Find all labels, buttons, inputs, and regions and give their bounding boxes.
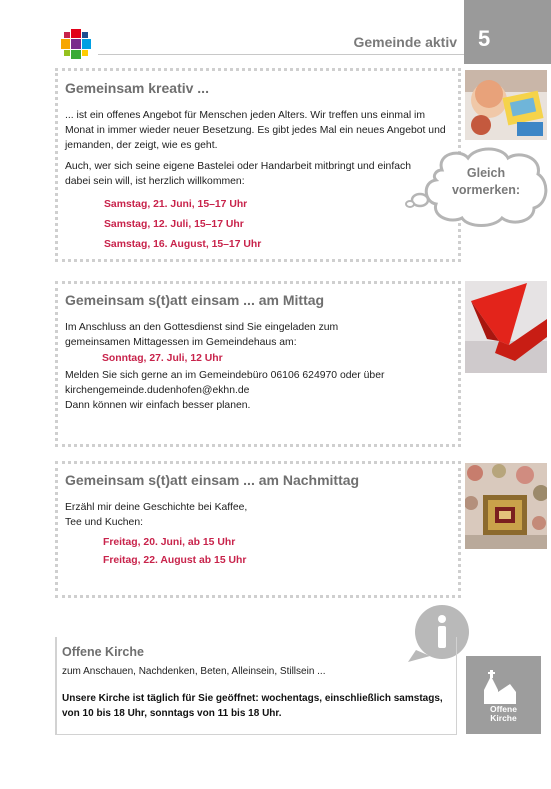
- page-number: 5: [478, 26, 491, 51]
- kreativ-date: Samstag, 21. Juni, 15–17 Uhr: [104, 199, 248, 210]
- nachmittag-intro-line-2: Tee und Kuchen:: [65, 517, 143, 528]
- kreativ-box: [55, 68, 461, 262]
- mittag-box: [55, 281, 461, 447]
- offene-kirche-subtitle: zum Anschauen, Nachdenken, Beten, Alleinsein, Stillsein ...: [62, 666, 326, 677]
- nachmittag-date: Freitag, 20. Juni, ab 15 Uhr: [103, 537, 236, 548]
- church-logo-icon: [60, 28, 92, 60]
- thought-line-1: Gleich: [466, 166, 506, 180]
- offene-kirche-tile: [466, 656, 541, 734]
- kreativ-paragraph-1: ... ist ein offenes Angebot für Menschen jeden Alters. Wir treffen uns einmal im Monat in immer wieder neuer Besetzung. Es gibt jedes Mal ein neues Angebot und jemanden, der zeigt, wie es geht.: [65, 110, 446, 151]
- paper-boat-photo: [465, 281, 547, 373]
- mittag-closing: Dann können wir einfach besser planen.: [65, 400, 251, 411]
- nachmittag-intro-line-1: Erzähl mir deine Geschichte bei Kaffee,: [65, 502, 248, 513]
- nachmittag-title: Gemeinsam s(t)att einsam ... am Nachmittag: [65, 472, 360, 488]
- section-title: Gemeinde aktiv: [353, 34, 457, 50]
- nachmittag-box: [55, 461, 461, 598]
- kreativ-date: Samstag, 16. August, 15–17 Uhr: [104, 239, 262, 250]
- kreativ-paragraph-2: Auch, wer sich seine eigene Bastelei oder Handarbeit mitbringt und einfach dabei sein will, ist herzlich willkommen:: [65, 161, 411, 187]
- offene-kirche-tile-label: [466, 705, 541, 723]
- thought-line-2: vormerken:: [451, 183, 521, 197]
- nachmittag-date: Freitag, 22. August ab 15 Uhr: [103, 555, 247, 566]
- nachmittag-dates: [65, 534, 448, 570]
- thought-bubble-text: [442, 165, 530, 199]
- offene-kirche-box: [55, 637, 457, 735]
- mittag-title: Gemeinsam s(t)att einsam ... am Mittag: [65, 292, 325, 308]
- mittag-intro: Im Anschluss an den Gottesdienst sind Sie eingeladen zum gemeinsamen Mittagessen im Gemeindehaus am:: [65, 322, 339, 348]
- kreativ-date: Samstag, 12. Juli, 15–17 Uhr: [104, 219, 244, 230]
- mittag-contact: Melden Sie sich gerne an im Gemeindebüro 06106 624970 oder über kirchengemeinde.dudenhofen@ekhn.de: [65, 370, 385, 396]
- tile-line-1: Offene: [490, 704, 517, 714]
- page-number-tab: [464, 0, 551, 64]
- kreativ-dates: [65, 195, 448, 255]
- picture-frame-photo: [465, 463, 547, 549]
- offene-kirche-title: Offene Kirche: [62, 645, 144, 659]
- crafting-photo: [465, 70, 547, 140]
- tile-line-2: Kirche: [490, 713, 517, 723]
- mittag-date: Sonntag, 27. Juli, 12 Uhr: [102, 353, 223, 364]
- header-divider: [98, 54, 464, 55]
- offene-kirche-hours: Unsere Kirche ist täglich für Sie geöffnet: wochentags, einschließlich samstags, von 10 bis 18 Uhr, sonntags von 11 bis 18 Uhr.: [62, 693, 443, 719]
- kreativ-title: Gemeinsam kreativ ...: [65, 80, 209, 96]
